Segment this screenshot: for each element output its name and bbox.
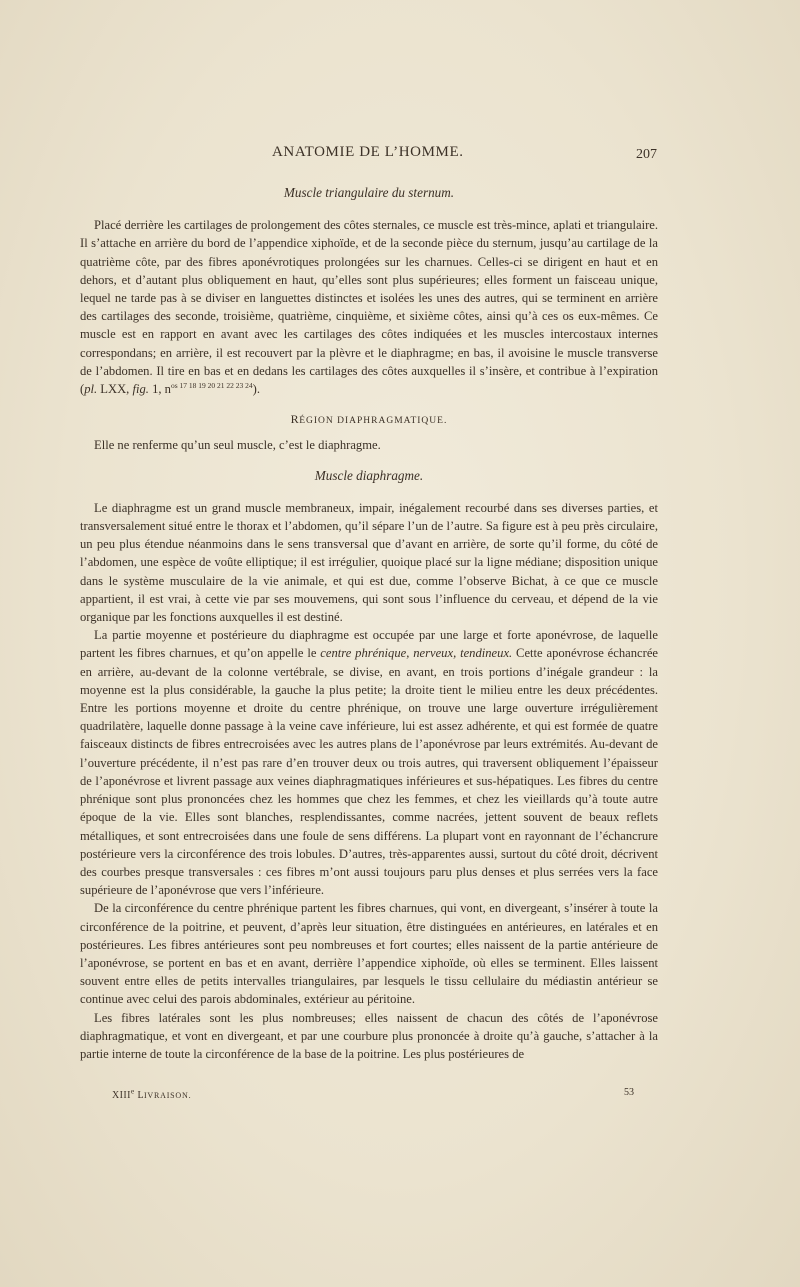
signature-suffix: e (130, 1086, 135, 1096)
signature-word-initial: L (137, 1090, 144, 1101)
centre-phrenique-term: centre phrénique, nerveux, tendineux. (320, 646, 513, 661)
paragraph-triangulaire-text: Placé derrière les cartilages de prolongement des côtes sternales, ce muscle est très-mince, aplati et triangulaire. Il s’attache en arrière du bord de l’appendice xiphoïde, et de la seconde pièce du sternum, jusqu’au cartilage de la quatrième côte, par des fibres aponévrotiques prolongées sur les charnues. Celles-ci se dirigent en haut et en dehors, et d’autant plus obliquement en haut, qu’elles sont plus supérieures; elles forment un faisceau unique, lequel ne tarde pas à se diviser en languettes distinctes et isolées les unes des autres, qui se terminent en arrière des cartilages des seconde, troisième, quatrième, cinquième, et sixième côtes, ainsi qu’à ces os eux-mêmes. Ce muscle est en rapport en avant avec les cartilages des côtes indiquées et les muscles intercostaux internes correspondans; en arrière, il est recouvert par la plèvre et le diaphragme; en bas, il avoisine le muscle transverse de l’abdomen. Il tire en bas et en dedans les cartilages des côtes auxquelles il s’insère, et contribue à l’expiration ( (80, 218, 658, 397)
section-title-triangulaire: Muscle triangulaire du sternum. (283, 185, 455, 200)
region-title-initial: R (290, 412, 300, 427)
text-block (80, 180, 658, 1063)
signature-word-rest: IVRAISON. (143, 1091, 192, 1100)
paragraph-diaphragme-2-rest: Cette aponévrose échancrée en arrière, au-devant de la colonne vertébrale, se divise, en avant, en trois portions d’inégale grandeur : la moyenne est la plus considérable, la gauche la plus petite; la droite tient le milieu entre les deux précédentes. Entre les portions moyenne et droite du centre phrénique, on trouve une large ouverture irrégulièrement quadrilatère, laquelle donne passage à la veine cave inférieure, lui est assez adhérente, et qui est formée de quatre faisceaux distincts de fibres entrecroisées avec les autres plans de l’aponévrose par leurs extrémités. Au-devant de l’ouverture précédente, il n’est pas rare d’en trouver deux ou trois autres, qui traversent obliquement l’épaisseur de l’aponévrose et livrent passage aux veines diaphragmatiques inférieures et sus-hépatiques. Les fibres du centre phrénique sont plus prononcées chez les hommes que chez les femmes, et chez les vieillards qu’à toute autre époque de la vie. Elles sont blanches, resplendissantes, comme nacrées, jettent souvent de beaux reflets métalliques, et sont entrecroisées dans une foule de sens différens. La plupart vont en rayonnant de l’échancrure postérieure vers la circonférence des trois lobules. D’autres, très-apparentes aussi, surtout du côté droit, décrivent des courbes presque transversales : ces fibres m’ont aussi toujours paru plus denses et plus serrées vers la face supérieure de l’aponévrose que vers l’inférieure. (80, 646, 659, 898)
paragraph-diaphragme-2-start: La partie moyenne et postérieure du diaphragme est occupée par une large et forte aponévrose, de laquelle partent les fibres charnues, et qu’on appelle le (80, 628, 658, 661)
plate-abbrev: pl. (84, 382, 98, 397)
paragraph-diaphragme-2 (80, 626, 658, 899)
figure-number: 1, n (148, 382, 171, 397)
paragraph-diaphragme-1: Le diaphragme est un grand muscle membraneux, impair, inégalement recourbé dans ses diverses parties, et transversalement situé entre le thorax et l’abdomen, qu’il sépare l’un de l’autre. Sa figure est à peu près circulaire, un peu plus étendue néanmoins dans le sens transversal que d’avant en arrière, de sorte qu’il forme, du côté de l’abdomen, une espèce de voûte elliptique; il est irrégulier, quoique placé sur la ligne médiane; disposition unique dans le système musculaire de la vie animale, et qui est due, comme l’observe Bichat, à ce que ce muscle appartient, il est vrai, à cette vie par ses mouvemens, qui sont sous l’influence du cerveau, et dépend de la vie organique par les fonctions auxquelles il est destiné. (80, 500, 658, 625)
region-title-rest: ÉGION DIAPHRAGMATIQUE. (299, 416, 448, 427)
gathering-number: 53 (624, 1087, 634, 1098)
reference-superscript: os 17 18 19 20 21 22 23 24 (170, 380, 253, 390)
page-footer (0, 1086, 800, 1106)
running-head (0, 144, 800, 164)
reference-close: ). (252, 382, 260, 397)
paragraph-diaphragme-3: De la circonférence du centre phrénique partent les fibres charnues, qui vont, en divergeant, s’insérer à toute la circonférence de la poitrine, et peuvent, d’après leur situation, être distinguées en antérieures, en latérales et en postérieures. Les fibres antérieures sont peu nombreuses et fort courtes; elles naissent de la partie antérieure de l’aponévrose, se portent en bas et en avant, derrière l’appendice xiphoïde, où elles se terminent. Elles laissent souvent entre elles de petits intervalles triangulaires, par lesquels le tissu cellulaire du médiastin antérieur se continue avec celui des parois abdominales, extérieur au péritoine. (80, 901, 658, 1007)
region-title (80, 410, 658, 430)
livraison-signature (112, 1086, 192, 1101)
page-number: 207 (636, 147, 657, 162)
signature-numeral: XIII (112, 1090, 131, 1101)
paragraph-triangulaire (80, 216, 658, 398)
plate-number: LXX, (97, 382, 133, 397)
running-title: ANATOMIE DE L’HOMME. (272, 144, 464, 160)
paragraph-diaphragme-4: Les fibres latérales sont les plus nombreuses; elles naissent de chacun des côtés de l’aponévrose diaphragmatique, et vont en divergeant, et par une courbure plus prononcée à droite qu’à gauche, s’attacher à la partie interne de toute la circonférence de la base de la poitrine. Les plus postérieures de (80, 1010, 658, 1061)
section-title-diaphragme: Muscle diaphragme. (314, 467, 424, 483)
figure-abbrev: fig. (132, 382, 149, 397)
paragraph-region: Elle ne renferme qu’un seul muscle, c’est le diaphragme. (94, 438, 381, 453)
